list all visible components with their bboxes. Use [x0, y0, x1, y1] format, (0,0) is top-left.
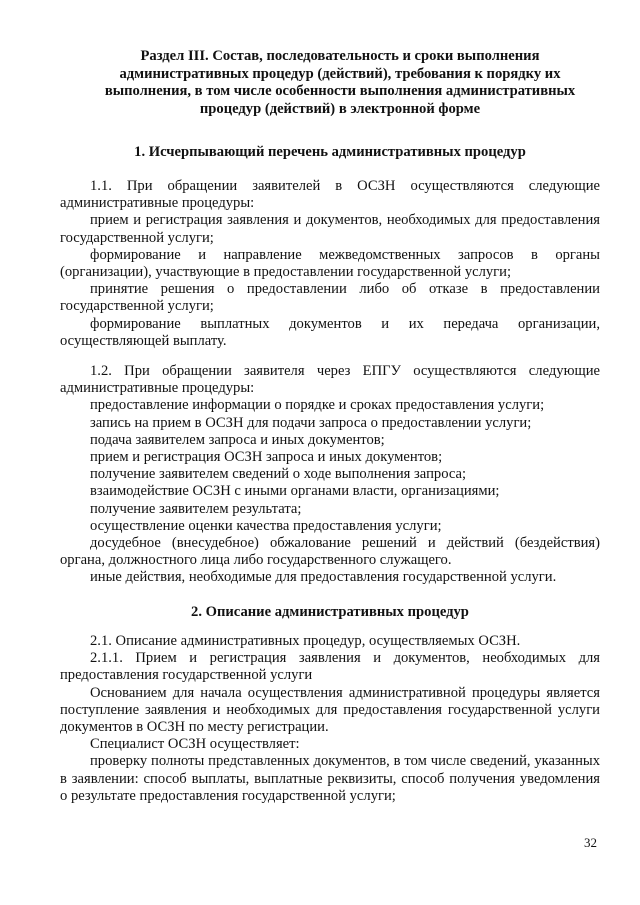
- paragraph: проверку полноты представленных документов, в том числе сведений, указанных в заявлении: способ выплаты, выплатные реквизиты, способ получения уведомления о результате предоставления государственной услуги;: [60, 753, 600, 804]
- list-item: формирование и направление межведомственных запросов в органы (организации), участвующие в предоставлении государственной услуги;: [60, 246, 600, 281]
- list-item: прием и регистрация заявления и документов, необходимых для предоставления государственной услуги;: [60, 212, 600, 246]
- paragraph: 1.2. При обращении заявителя через ЕПГУ осуществляются следующие административные процедуры:: [60, 363, 600, 397]
- paragraph: Специалист ОСЗН осуществляет:: [90, 736, 300, 753]
- heading-procedures-description: 2. Описание административных процедур: [191, 604, 469, 620]
- list-item: получение заявителем результата;: [90, 500, 302, 517]
- list-item: формирование выплатных документов и их передача организации, осуществляющей выплату.: [60, 315, 600, 349]
- paragraph: 1.1. При обращении заявителей в ОСЗН осуществляются следующие административные процедуры:: [60, 178, 600, 212]
- section-title: Раздел III. Состав, последовательность и сроки выполнения административных процедур (действий), требования к порядку их выполнения, в том числе особенности выполнения административных процедур (действий) в электронной форме: [104, 48, 576, 117]
- list-item: получение заявителем сведений о ходе выполнения запроса;: [90, 466, 467, 483]
- list-item: досудебное (внесудебное) обжалование решений и действий (бездействия) органа, должностного лица либо государственного служащего.: [60, 535, 600, 569]
- list-item: принятие решения о предоставлении либо об отказе в предоставлении государственной услуги;: [60, 281, 600, 315]
- paragraph: 2.1.1. Прием и регистрация заявления и документов, необходимых для предоставления государственной услуги: [60, 650, 600, 684]
- procedures-block-osszn: [60, 178, 600, 350]
- list-item: прием и регистрация ОСЗН запроса и иных документов;: [90, 449, 443, 466]
- procedures-block-epgu: [60, 363, 600, 587]
- list-item: подача заявителем запроса и иных документов;: [90, 431, 385, 448]
- list-item: предоставление информации о порядке и сроках предоставления услуги;: [90, 397, 545, 414]
- list-item: взаимодействие ОСЗН с иными органами власти, организациями;: [90, 483, 500, 500]
- list-item: запись на прием в ОСЗН для подачи запроса о предоставлении услуги;: [90, 414, 532, 431]
- heading-procedures-list: 1. Исчерпывающий перечень административных процедур: [134, 144, 526, 160]
- paragraph: 2.1. Описание административных процедур, осуществляемых ОСЗН.: [90, 633, 521, 649]
- procedures-description-block: [60, 633, 600, 805]
- paragraph: Основанием для начала осуществления административной процедуры является поступление заявления и необходимых для предоставления государственной услуги документов в ОСЗН по месту регистрации.: [60, 684, 600, 736]
- list-item: иные действия, необходимые для предоставления государственной услуги.: [90, 569, 557, 586]
- list-item: осуществление оценки качества предоставления услуги;: [90, 517, 442, 534]
- page-number: 32: [584, 835, 597, 850]
